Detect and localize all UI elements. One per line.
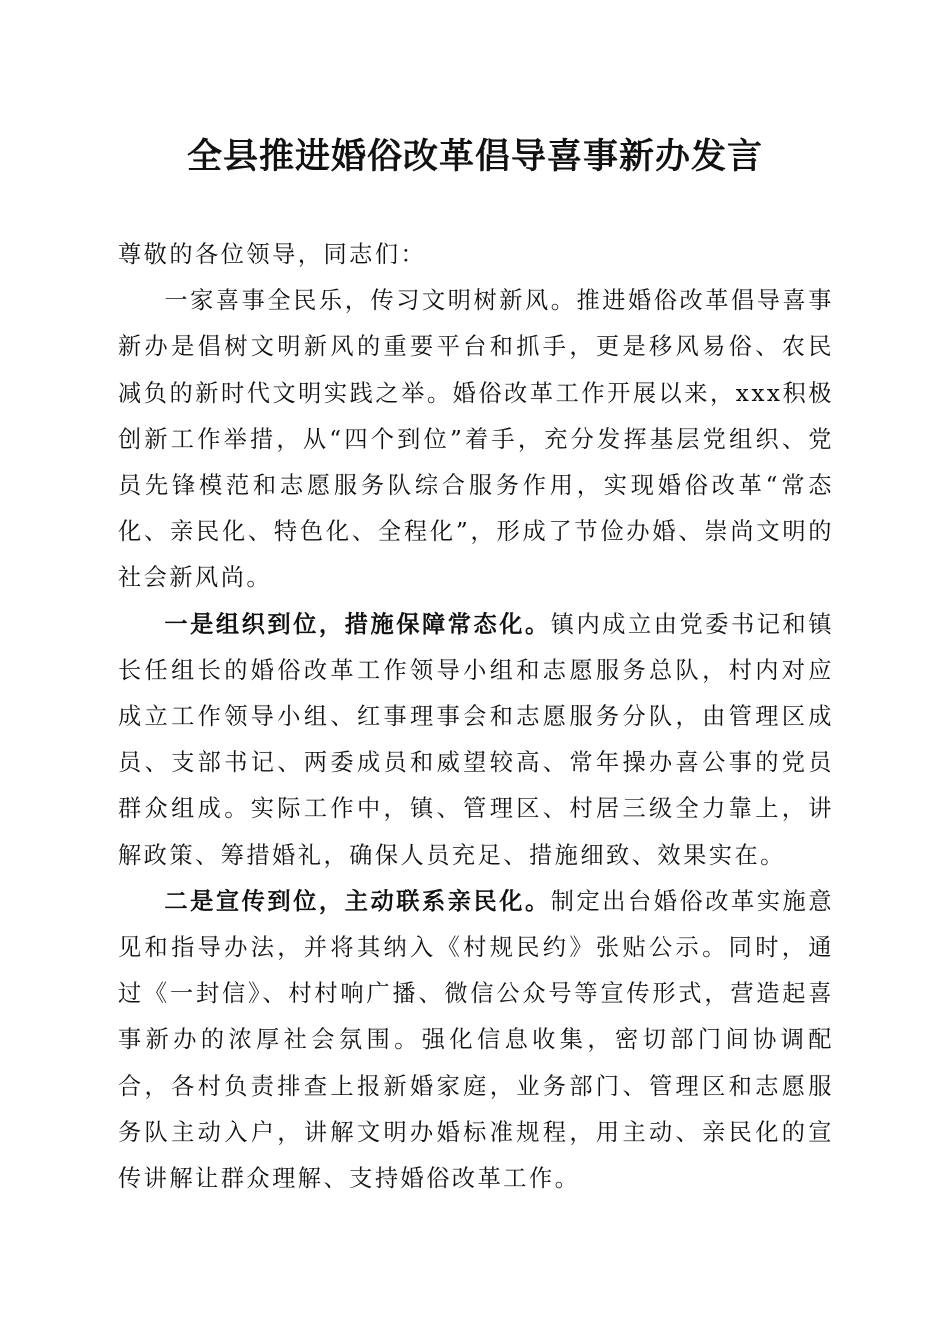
paragraph-intro (118, 278, 834, 601)
page-title: 全县推进婚俗改革倡导喜事新办发言 (186, 136, 763, 177)
paragraph-publicity (118, 879, 834, 1202)
document-body (118, 232, 834, 1202)
paragraph-text: 制定出台婚俗改革实施意见和指导办法，并将其纳入《村规民约》张贴公示。同时，通过《一封信》、村村响广播、微信公众号等宣传形式，营造起喜事新办的浓厚社会氛围。强化信息收集，密切部门间协调配合，各村负责排查上报新婚家庭，业务部门、管理区和志愿服务队主动入户，讲解文明办婚标准规程，用主动、亲民化的宣传讲解让群众理解、支持婚俗改革工作。 (118, 887, 835, 1193)
paragraph-text: 一家喜事全民乐，传习文明树新风。推进婚俗改革倡导喜事新办是倡树文明新风的重要平台和抓手，更是移风易俗、农民减负的新时代文明实践之举。婚俗改革工作开展以来，xxx积极创新工作举措，从“四个到位”着手，充分发挥基层党组织、党员先锋模范和志愿服务队综合服务作用，实现婚俗改革“常态化、亲民化、特色化、全程化”，形成了节俭办婚、崇尚文明的社会新风尚。 (118, 287, 834, 592)
paragraph-heading: 一是组织到位，措施保障常态化。 (164, 610, 551, 638)
paragraph-text: 镇内成立由党委书记和镇长任组长的婚俗改革工作领导小组和志愿服务总队，村内对应成立工作领导小组、红事理事会和志愿服务分队，由管理区成员、支部书记、两委成员和威望较高、常年操办喜公事的党员群众组成。实际工作中，镇、管理区、村居三级全力靠上，讲解政策、筹措婚礼，确保人员充足、措施细致、效果实在。 (118, 610, 835, 869)
paragraph-heading: 二是宣传到位，主动联系亲民化。 (164, 887, 551, 915)
paragraph-organization (118, 602, 834, 879)
salutation: 尊敬的各位领导，同志们： (118, 241, 427, 268)
